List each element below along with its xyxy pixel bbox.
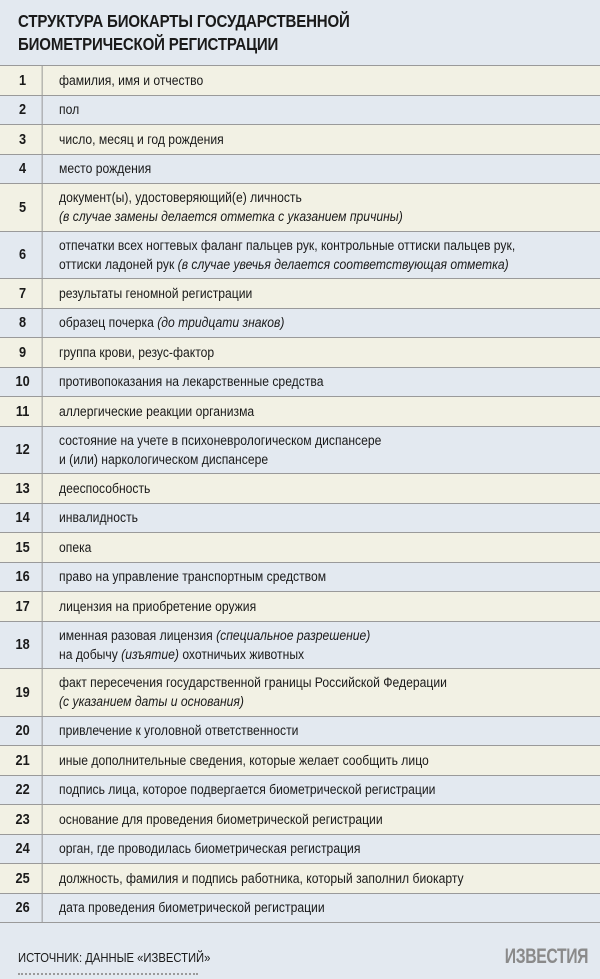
table-row: [0, 155, 600, 185]
row-text: [46, 279, 600, 308]
row-text: [46, 397, 600, 426]
row-text-line: [59, 626, 600, 645]
row-text-line: [59, 450, 600, 469]
text-segment: группа крови, резус-фактор: [59, 344, 215, 360]
text-segment: пол: [59, 102, 80, 118]
row-number: 6: [3, 232, 42, 279]
row-number: 20: [3, 717, 42, 746]
text-segment: число, месяц и год рождения: [59, 131, 224, 147]
row-number: 16: [3, 563, 42, 592]
row-text: [46, 622, 600, 669]
text-segment: охотничьих животных: [178, 646, 305, 662]
row-number: 3: [3, 125, 42, 154]
row-text-line: [59, 130, 600, 149]
table-row: [0, 427, 600, 475]
row-text: [46, 96, 600, 125]
row-text-line: [59, 538, 600, 557]
row-text: [46, 864, 600, 893]
row-number: 22: [3, 776, 42, 805]
table-row: [0, 533, 600, 563]
row-text: [46, 309, 600, 338]
table-row: [0, 338, 600, 368]
table-row: [0, 309, 600, 339]
row-text-line: [59, 567, 600, 586]
row-text: [46, 669, 600, 716]
table-row: [0, 717, 600, 747]
text-segment: подпись лица, которое подвергается биометрической регистрации: [59, 782, 436, 798]
row-number: 21: [3, 746, 42, 775]
table-row: [0, 805, 600, 835]
row-text: [46, 125, 600, 154]
italic-note: (с указанием даты и основания): [59, 694, 244, 710]
page-title: [18, 10, 350, 56]
text-segment: факт пересечения государственной границы Российской Федерации: [59, 675, 447, 691]
row-number: 4: [3, 155, 42, 184]
row-text: [46, 717, 600, 746]
row-number: 17: [3, 592, 42, 621]
table-row: [0, 776, 600, 806]
row-text: [46, 563, 600, 592]
row-text-line: [59, 721, 600, 740]
row-number: 13: [3, 474, 42, 503]
text-segment: именная разовая лицензия: [59, 627, 217, 643]
row-number: 11: [3, 397, 42, 426]
table-row: [0, 894, 600, 924]
text-segment: оттиски ладоней рук: [59, 256, 178, 272]
table-row: [0, 504, 600, 534]
title-line-1: СТРУКТУРА БИОКАРТЫ ГОСУДАРСТВЕННОЙ: [18, 11, 350, 31]
row-number: 10: [3, 368, 42, 397]
table-row: [0, 474, 600, 504]
row-text-line: [59, 508, 600, 527]
row-number: 2: [3, 96, 42, 125]
row-number: 9: [3, 338, 42, 367]
table-row: [0, 66, 600, 96]
table-row: [0, 563, 600, 593]
table-row: [0, 592, 600, 622]
text-segment: результаты геномной регистрации: [59, 285, 253, 301]
row-text-line: [59, 869, 600, 888]
text-segment: право на управление транспортным средством: [59, 569, 327, 585]
row-text-line: [59, 692, 600, 711]
table-row: [0, 368, 600, 398]
row-number: 1: [3, 66, 42, 95]
row-number: 15: [3, 533, 42, 562]
row-number: 5: [3, 184, 42, 231]
row-text-line: [59, 188, 600, 207]
row-text: [46, 835, 600, 864]
table-row: [0, 835, 600, 865]
row-text: [46, 427, 600, 474]
table-row: [0, 184, 600, 232]
row-text-line: [59, 780, 600, 799]
divider: [18, 973, 198, 975]
row-text-line: [59, 898, 600, 917]
row-text-line: [59, 751, 600, 770]
row-number: 26: [3, 894, 42, 923]
table-row: [0, 669, 600, 717]
row-text: [46, 155, 600, 184]
biocard-structure-table: [0, 65, 600, 923]
row-text-line: [59, 313, 600, 332]
row-text-line: [59, 402, 600, 421]
text-segment: и (или) наркологическом диспансере: [59, 451, 269, 467]
row-text: [46, 474, 600, 503]
row-text-line: [59, 159, 600, 178]
text-segment: инвалидность: [59, 510, 138, 526]
row-text-line: [59, 71, 600, 90]
title-line-2: БИОМЕТРИЧЕСКОЙ РЕГИСТРАЦИИ: [18, 34, 279, 54]
text-segment: противопоказания на лекарственные средства: [59, 374, 324, 390]
row-number: 14: [3, 504, 42, 533]
row-text-line: [59, 479, 600, 498]
text-segment: иные дополнительные сведения, которые желает сообщить лицо: [59, 752, 429, 768]
row-text: [46, 805, 600, 834]
row-text: [46, 894, 600, 923]
table-row: [0, 232, 600, 280]
text-segment: орган, где проводилась биометрическая регистрация: [59, 841, 361, 857]
text-segment: аллергические реакции организма: [59, 403, 255, 419]
text-segment: состояние на учете в психоневрологическом диспансере: [59, 432, 382, 448]
text-segment: основание для проведения биометрической регистрации: [59, 811, 383, 827]
row-number: 12: [3, 427, 42, 474]
row-number: 25: [3, 864, 42, 893]
table-row: [0, 96, 600, 126]
row-text: [46, 232, 600, 279]
row-text: [46, 504, 600, 533]
izvestia-logo: ИЗВЕСТИЯ: [504, 945, 588, 968]
text-segment: на добычу: [59, 646, 122, 662]
row-text-line: [59, 343, 600, 362]
row-number: 23: [3, 805, 42, 834]
text-segment: отпечатки всех ногтевых фаланг пальцев рук, контрольные оттиски пальцев рук,: [59, 237, 516, 253]
row-number: 24: [3, 835, 42, 864]
row-text: [46, 368, 600, 397]
row-number: 19: [3, 669, 42, 716]
row-text: [46, 533, 600, 562]
italic-note: (специальное разрешение): [216, 627, 371, 643]
row-text: [46, 66, 600, 95]
italic-note: (в случае увечья делается соответствующая отметка): [177, 256, 509, 272]
row-text: [46, 338, 600, 367]
row-text: [46, 592, 600, 621]
row-text-line: [59, 839, 600, 858]
row-text: [46, 184, 600, 231]
table-row: [0, 397, 600, 427]
source-note: ИСТОЧНИК: ДАННЫЕ «ИЗВЕСТИЙ»: [18, 951, 211, 965]
row-text-line: [59, 255, 600, 274]
italic-note: (в случае замены делается отметка с указанием причины): [59, 209, 403, 225]
text-segment: привлечение к уголовной ответственности: [59, 723, 299, 739]
text-segment: дата проведения биометрической регистрации: [59, 900, 325, 916]
row-number: 7: [3, 279, 42, 308]
table-row: [0, 622, 600, 670]
table-row: [0, 125, 600, 155]
row-number: 18: [3, 622, 42, 669]
row-text-line: [59, 372, 600, 391]
table-row: [0, 864, 600, 894]
text-segment: фамилия, имя и отчество: [59, 72, 204, 88]
table-row: [0, 279, 600, 309]
text-segment: должность, фамилия и подпись работника, который заполнил биокарту: [59, 870, 464, 886]
text-segment: место рождения: [59, 161, 152, 177]
table-row: [0, 746, 600, 776]
italic-note: (изъятие): [121, 646, 179, 662]
row-text-line: [59, 284, 600, 303]
row-text: [46, 746, 600, 775]
row-text-line: [59, 673, 600, 692]
row-number: 8: [3, 309, 42, 338]
text-segment: опека: [59, 539, 92, 555]
text-segment: дееспособность: [59, 480, 151, 496]
text-segment: образец почерка: [59, 315, 158, 331]
row-text-line: [59, 207, 600, 226]
row-text-line: [59, 100, 600, 119]
text-segment: документ(ы), удостоверяющий(е) личность: [59, 190, 302, 206]
italic-note: (до тридцати знаков): [157, 315, 285, 331]
row-text-line: [59, 810, 600, 829]
row-text-line: [59, 597, 600, 616]
text-segment: лицензия на приобретение оружия: [59, 598, 257, 614]
row-text: [46, 776, 600, 805]
row-text-line: [59, 645, 600, 664]
row-text-line: [59, 431, 600, 450]
row-text-line: [59, 236, 600, 255]
